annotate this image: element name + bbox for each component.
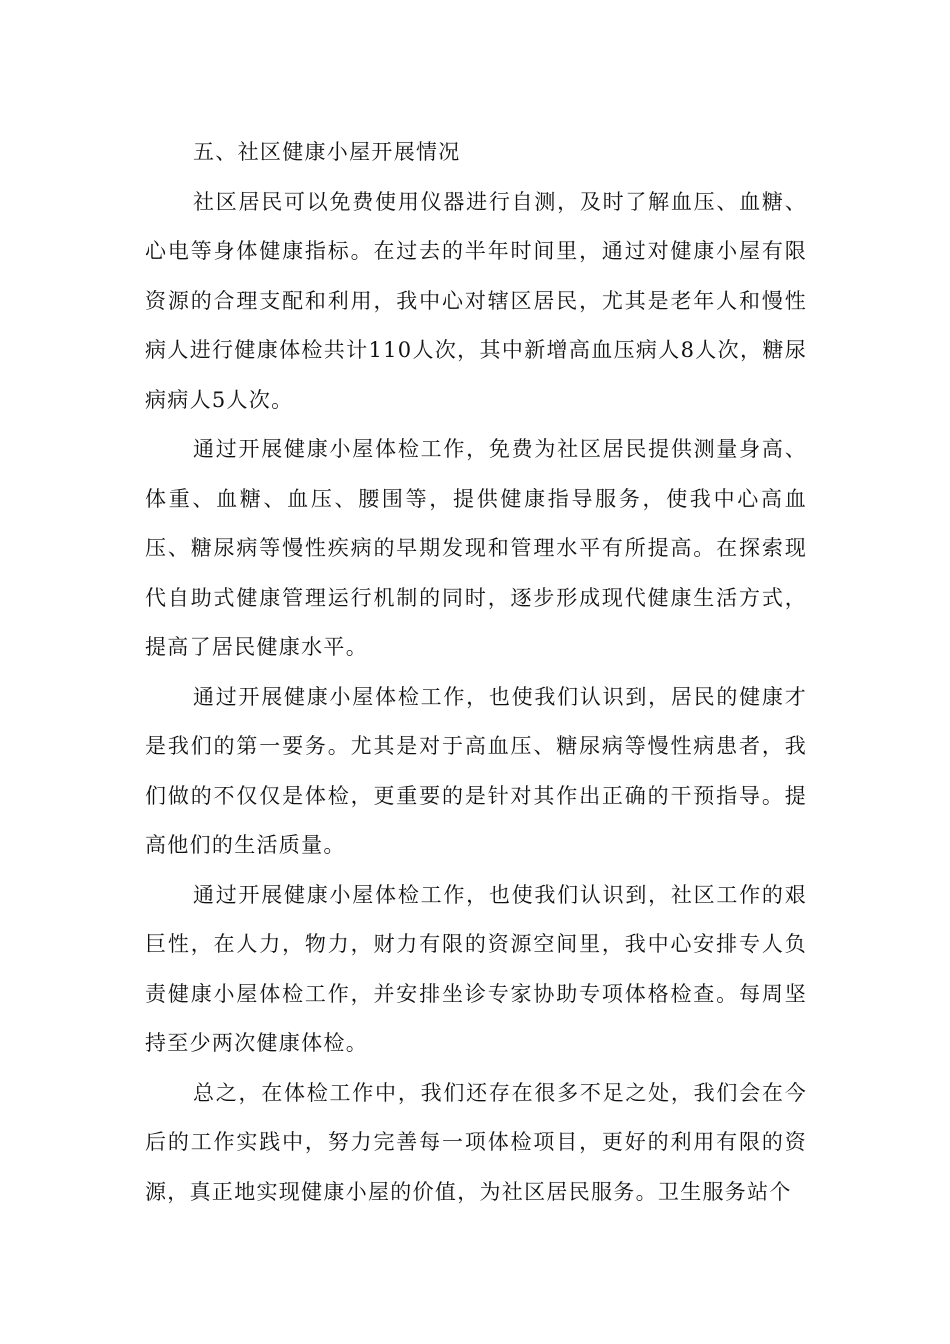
paragraph-resident-health-priority: 通过开展健康小屋体检工作，也使我们认识到，居民的健康才是我们的第一要务。尤其是对于高血压、糖尿病等慢性病患者，我们做的不仅仅是体检，更重要的是针对其作出正确的干预指导。提高他们的生活质量。 (145, 684, 807, 857)
paragraph-self-test: 社区居民可以免费使用仪器进行自测，及时了解血压、血糖、心电等身体健康指标。在过去的半年时间里，通过对健康小屋有限资源的合理支配和利用，我中心对辖区居民，尤其是老年人和慢性病人进行健康体检共计110人次，其中新增高血压病人8人次，糖尿病病人5人次。 (145, 189, 807, 412)
paragraph-community-work-challenges: 通过开展健康小屋体检工作，也使我们认识到，社区工作的艰巨性，在人力，物力，财力有限的资源空间里，我中心安排专人负责健康小屋体检工作，并安排坐诊专家协助专项体格检查。每周坚持至少两次健康体检。 (145, 882, 807, 1055)
paragraph-health-checkup-services: 通过开展健康小屋体检工作，免费为社区居民提供测量身高、体重、血糖、血压、腰围等，提供健康指导服务，使我中心高血压、糖尿病等慢性疾病的早期发现和管理水平有所提高。在探索现代自助式健康管理运行机制的同时，逐步形成现代健康生活方式，提高了居民健康水平。 (145, 437, 807, 659)
section-heading: 五、社区健康小屋开展情况 (193, 140, 461, 164)
document-page (145, 128, 807, 1217)
paragraph-conclusion: 总之，在体检工作中，我们还存在很多不足之处，我们会在今后的工作实践中，努力完善每一项体检项目，更好的利用有限的资源，真正地实现健康小屋的价值，为社区居民服务。卫生服务站个 (145, 1080, 807, 1204)
